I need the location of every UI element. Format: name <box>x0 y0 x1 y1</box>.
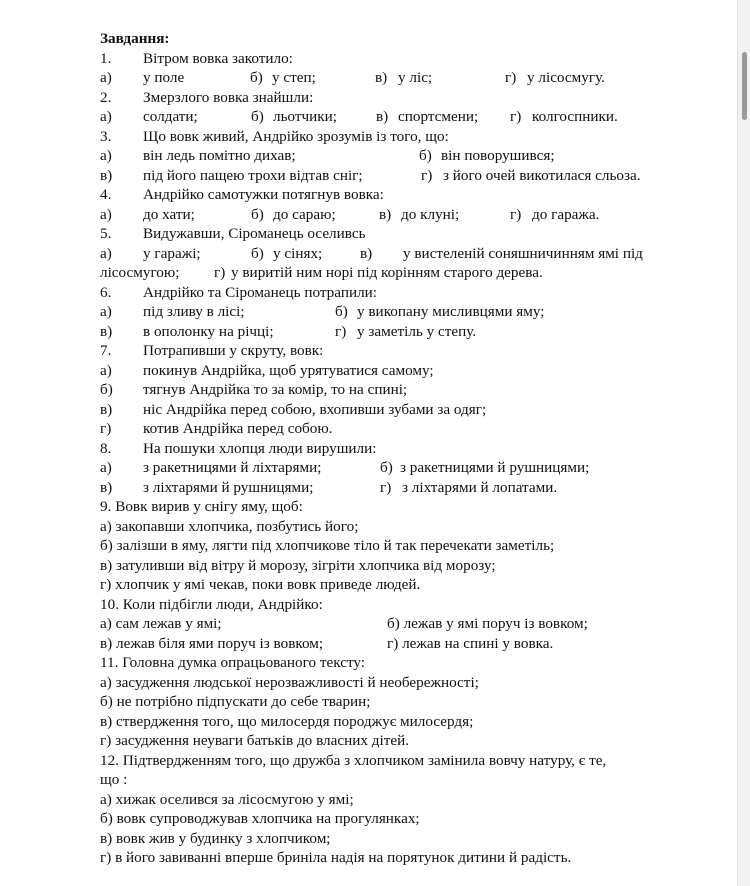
question-12-option-b: б) вовк супроводжував хлопчика на прогулянках; <box>100 810 420 827</box>
question-7-option-v: в) ніс Андрійка перед собою, вхопивши зубами за одяг; <box>100 400 487 418</box>
question-12: 12. Підтвердженням того, що дружба з хлопчиком замінила вовчу натуру, є те, <box>100 751 607 769</box>
question-8-options-ab: а) з ракетницями й ліхтарями; б) з ракетницями й рушницями; <box>100 459 590 476</box>
question-12-option-g: г) в його завиванні вперше бриніла надія на порятунок дитини й радість. <box>100 849 572 866</box>
question-11-option-a: а) засудження людської нерозважливості й необережності; <box>100 673 479 691</box>
question-10-options-vg: в) лежав біля ями поруч із вовком; г) лежав на спині у вовка. <box>100 634 554 652</box>
question-7: 7. Потрапивши у скруту, вовк: <box>100 342 324 359</box>
page-title: Завдання: <box>100 30 170 47</box>
question-12-continued: що : <box>100 771 128 788</box>
question-3-options-vg: в) під його пащею трохи відтав сніг; г) з його очей викотилася сльоза. <box>100 166 641 184</box>
question-5-options-line1: а) у гаражі; б) у сінях; в) у вистеленій соняшничинням ямі під <box>100 244 643 262</box>
question-8: 8. На пошуки хлопця люди вирушили: <box>100 439 377 457</box>
question-1: 1. Вітром вовка закотило: <box>100 49 293 67</box>
question-9-option-v: в) затуливши від вітру й морозу, зігріти хлопчика від морозу; <box>100 556 496 574</box>
question-5: 5. Видужавши, Сіроманець оселивсь <box>100 225 366 242</box>
question-5-options-line2: лісосмугою; г) у виритій ним норі під корінням старого дерева. <box>100 264 543 281</box>
question-6: 6. Андрійко та Сіроманець потрапили: <box>100 283 377 301</box>
question-1-options: а) у поле б) у степ; в) у ліс; г) у лісосмугу. <box>100 69 605 86</box>
vertical-scrollbar[interactable] <box>737 0 750 886</box>
question-3: 3. Що вовк живий, Андрійко зрозумів із того, що: <box>100 127 449 145</box>
question-11-option-v: в) ствердження того, що милосердя породжує милосердя; <box>100 712 474 730</box>
question-4-options: а) до хати; б) до сараю; в) до клуні; г) до гаража. <box>100 205 600 223</box>
scrollbar-thumb[interactable] <box>742 52 747 120</box>
question-10-options-ab: а) сам лежав у ямі; б) лежав у ямі поруч із вовком; <box>100 615 588 632</box>
question-7-option-b: б) тягнув Андрійка то за комір, то на спині; <box>100 381 408 398</box>
question-8-options-vg: в) з ліхтарями й рушницями; г) з ліхтарями й лопатами. <box>100 478 558 496</box>
question-6-options-ab: а) під зливу в лісі; б) у викопану мисливцями яму; <box>100 303 545 320</box>
question-9-option-b: б) залізши в яму, лягти під хлопчикове тіло й так перечекати заметіль; <box>100 537 555 554</box>
question-11: 11. Головна думка опрацьованого тексту: <box>100 654 366 671</box>
question-7-option-a: а) покинув Андрійка, щоб урятуватися самому; <box>100 361 434 379</box>
question-12-option-a: а) хижак оселився за лісосмугою у ямі; <box>100 790 354 808</box>
question-7-option-g: г) котив Андрійка перед собою. <box>100 420 333 437</box>
question-9: 9. Вовк вирив у снігу яму, щоб: <box>100 498 303 515</box>
question-10: 10. Коли підбігли люди, Андрійко: <box>100 595 323 613</box>
question-2-options: а) солдати; б) льотчики; в) спортсмени; г) колгоспники. <box>100 108 618 125</box>
question-11-option-b: б) не потрібно підпускати до себе тварин; <box>100 693 371 710</box>
question-3-options-ab: а) він ледь помітно дихав; б) він поворушився; <box>100 147 555 164</box>
question-11-option-g: г) засудження неуваги батьків до власних дітей. <box>100 732 409 749</box>
question-9-option-g: г) хлопчик у ямі чекав, поки вовк приведе людей. <box>100 576 421 593</box>
question-12-option-v: в) вовк жив у будинку з хлопчиком; <box>100 829 331 847</box>
question-9-option-a: а) закопавши хлопчика, позбутись його; <box>100 517 359 535</box>
question-6-options-vg: в) в ополонку на річці; г) у заметіль у степу. <box>100 322 477 340</box>
quiz-content <box>100 29 700 868</box>
question-2: 2. Змерзлого вовка знайшли: <box>100 88 314 106</box>
question-4: 4. Андрійко самотужки потягнув вовка: <box>100 186 384 203</box>
